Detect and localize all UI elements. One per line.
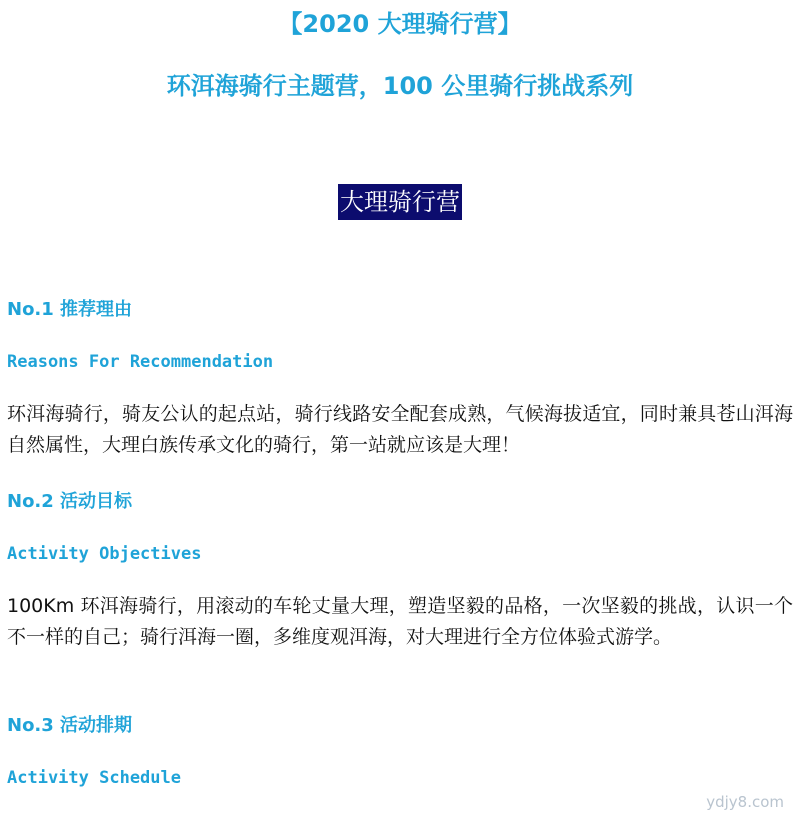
section-2-heading-en: Activity Objectives [7,544,202,564]
section-2-body: 100Km 环洱海骑行，用滚动的车轮丈量大理，塑造坚毅的品格，一次坚毅的挑战，认识一个不一样的自己；骑行洱海一圈，多维度观洱海，对大理进行全方位体验式游学。 [7,595,793,648]
section-2-heading: No.2 活动目标 [7,491,133,512]
section-1-body: 环洱海骑行，骑友公认的起点站，骑行线路安全配套成熟，气候海拔适宜，同时兼具苍山洱海自然属性，大理白族传承文化的骑行，第一站就应该是大理！ [7,403,793,456]
section-1-heading: No.1 推荐理由 [7,299,133,320]
banner-container [0,184,800,220]
page-subtitle: 环洱海骑行主题营，100 公里骑行挑战系列 [166,72,634,100]
section-3-heading-en: Activity Schedule [7,768,181,788]
page-title: 【2020 大理骑行营】 [278,10,522,38]
watermark-text: ydjy8.com [706,793,784,811]
section-3-heading: No.3 活动排期 [7,715,133,736]
banner-label: 大理骑行营 [338,184,462,220]
section-1-heading-en: Reasons For Recommendation [7,352,274,372]
